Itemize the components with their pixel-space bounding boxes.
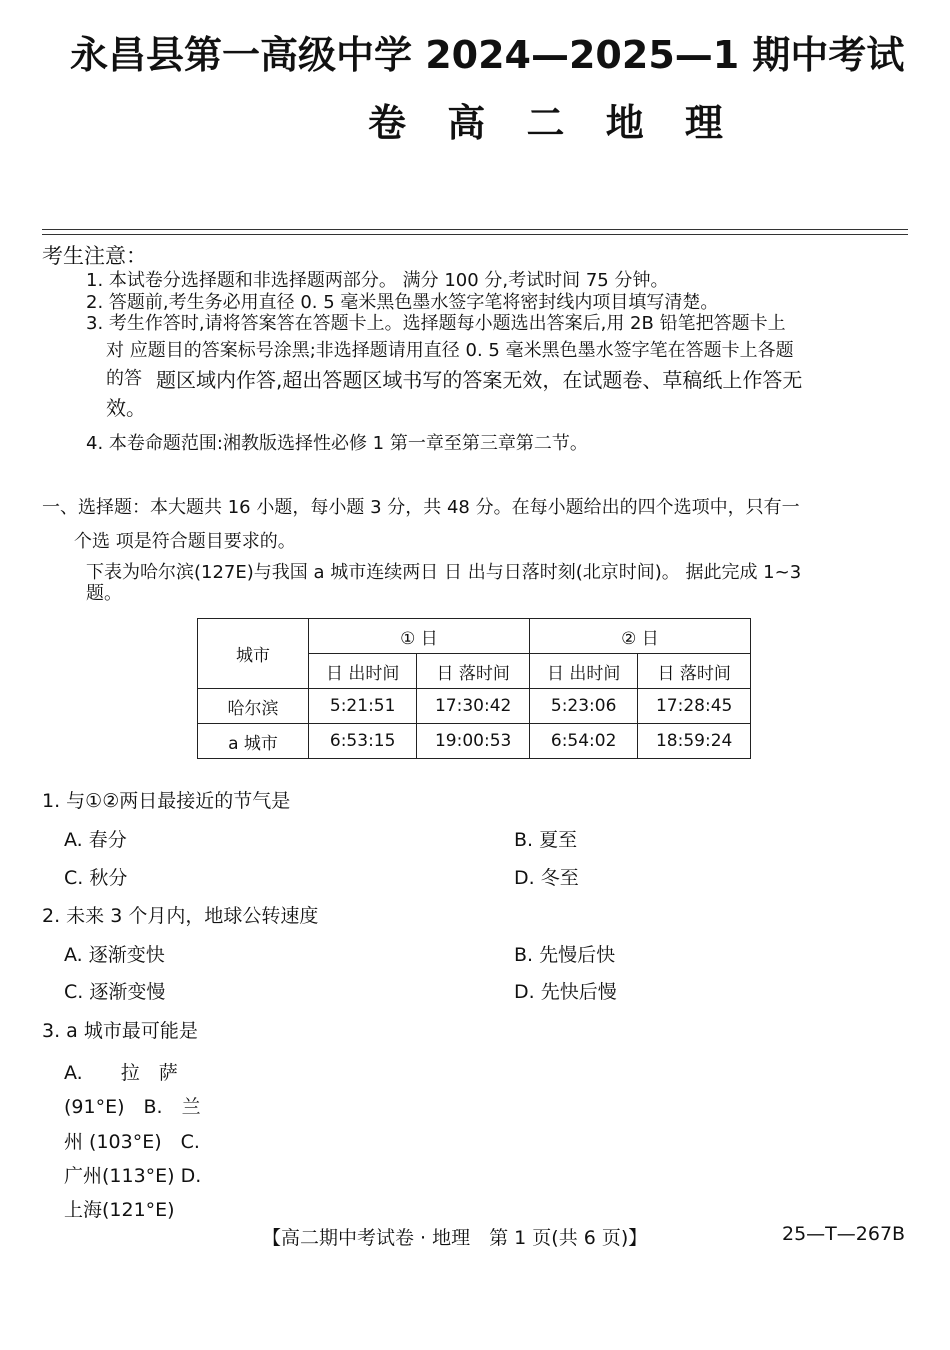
table-cell: 17:30:42	[417, 689, 530, 724]
notice-item: 2. 答题前,考生务必用直径 0. 5 毫米黑色墨水签字笔将密封线内项目填写清楚。	[86, 292, 719, 313]
table-cell: 18:59:24	[638, 724, 751, 759]
option: A. 春分	[64, 829, 127, 851]
table-cell: 5:23:06	[529, 689, 637, 724]
option: C. 秋分	[64, 867, 128, 889]
table-intro: 题。	[86, 583, 122, 604]
option: C. 逐渐变慢	[64, 981, 166, 1003]
table-cell: 哈尔滨	[198, 689, 309, 724]
table-header-day1: ① 日	[309, 619, 530, 654]
option-line: 州 (103°E) C.	[64, 1131, 200, 1153]
notice-item: 1. 本试卷分选择题和非选择题两部分。 满分 100 分,考试时间 75 分钟。	[86, 270, 669, 291]
table-header-day2: ② 日	[529, 619, 750, 654]
option: D. 冬至	[514, 867, 579, 889]
option-line: (91°E) B. 兰	[64, 1096, 201, 1118]
table-cell: 17:28:45	[638, 689, 751, 724]
table-cell: 5:21:51	[309, 689, 417, 724]
table-header-city: 城市	[198, 619, 309, 689]
table-row	[198, 689, 751, 724]
question-stem: 3. a 城市最可能是	[42, 1020, 198, 1042]
option: B. 夏至	[514, 829, 578, 851]
question-stem: 2. 未来 3 个月内，地球公转速度	[42, 905, 319, 927]
table-cell: 6:54:02	[529, 724, 637, 759]
option: A. 逐渐变快	[64, 944, 165, 966]
notice-item: 的答	[106, 368, 142, 389]
exam-title-line2: 卷 高 二 地 理	[368, 101, 737, 145]
notice-item: 3. 考生作答时,请将答案答在答题卡上。选择题每小题选出答案后,用 2B 铅笔把答题卡上	[86, 313, 786, 334]
table-row	[198, 724, 751, 759]
notice-item: 题区域内作答,超出答题区域书写的答案无效，在试题卷、草稿纸上作答无	[156, 368, 803, 392]
option-line: A. 拉 萨	[64, 1062, 178, 1084]
table-cell: a 城市	[198, 724, 309, 759]
divider-rule	[42, 229, 908, 230]
notice-item: 4. 本卷命题范围:湘教版选择性必修 1 第一章至第三章第二节。	[86, 433, 588, 454]
table-cell: 19:00:53	[417, 724, 530, 759]
notice-item: 效。	[106, 396, 146, 420]
table-intro: 下表为哈尔滨(127E)与我国 a 城市连续两日 日 出与日落时刻(北京时间)。 据此完成 1~3	[86, 562, 802, 583]
paper-code: 25—T—267B	[782, 1223, 906, 1245]
notice-title: 考生注意：	[42, 244, 147, 268]
option: B. 先慢后快	[514, 944, 616, 966]
table-subheader: 日 落时间	[638, 654, 751, 689]
section-heading: 个选 项是符合题目要求的。	[74, 531, 296, 552]
page-footer: 【高二期中考试卷 · 地理 第 1 页(共 6 页)】	[262, 1227, 648, 1249]
section-heading: 一、选择题：本大题共 16 小题，每小题 3 分，共 48 分。在每小题给出的四个选项中，只有一	[42, 497, 800, 518]
table-subheader: 日 落时间	[417, 654, 530, 689]
table-subheader: 日 出时间	[309, 654, 417, 689]
option-line: 上海(121°E)	[64, 1199, 175, 1221]
option-line: 广州(113°E) D.	[64, 1165, 202, 1187]
table-cell: 6:53:15	[309, 724, 417, 759]
option: D. 先快后慢	[514, 981, 617, 1003]
question-stem: 1. 与①②两日最接近的节气是	[42, 790, 291, 812]
table-subheader: 日 出时间	[529, 654, 637, 689]
sunrise-sunset-table	[197, 618, 751, 759]
divider-rule	[42, 234, 908, 235]
notice-item: 对 应题目的答案标号涂黑;非选择题请用直径 0. 5 毫米黑色墨水签字笔在答题卡上各题	[106, 340, 794, 361]
exam-title-line1: 永昌县第一高级中学 2024—2025—1 期中考试	[70, 33, 905, 77]
